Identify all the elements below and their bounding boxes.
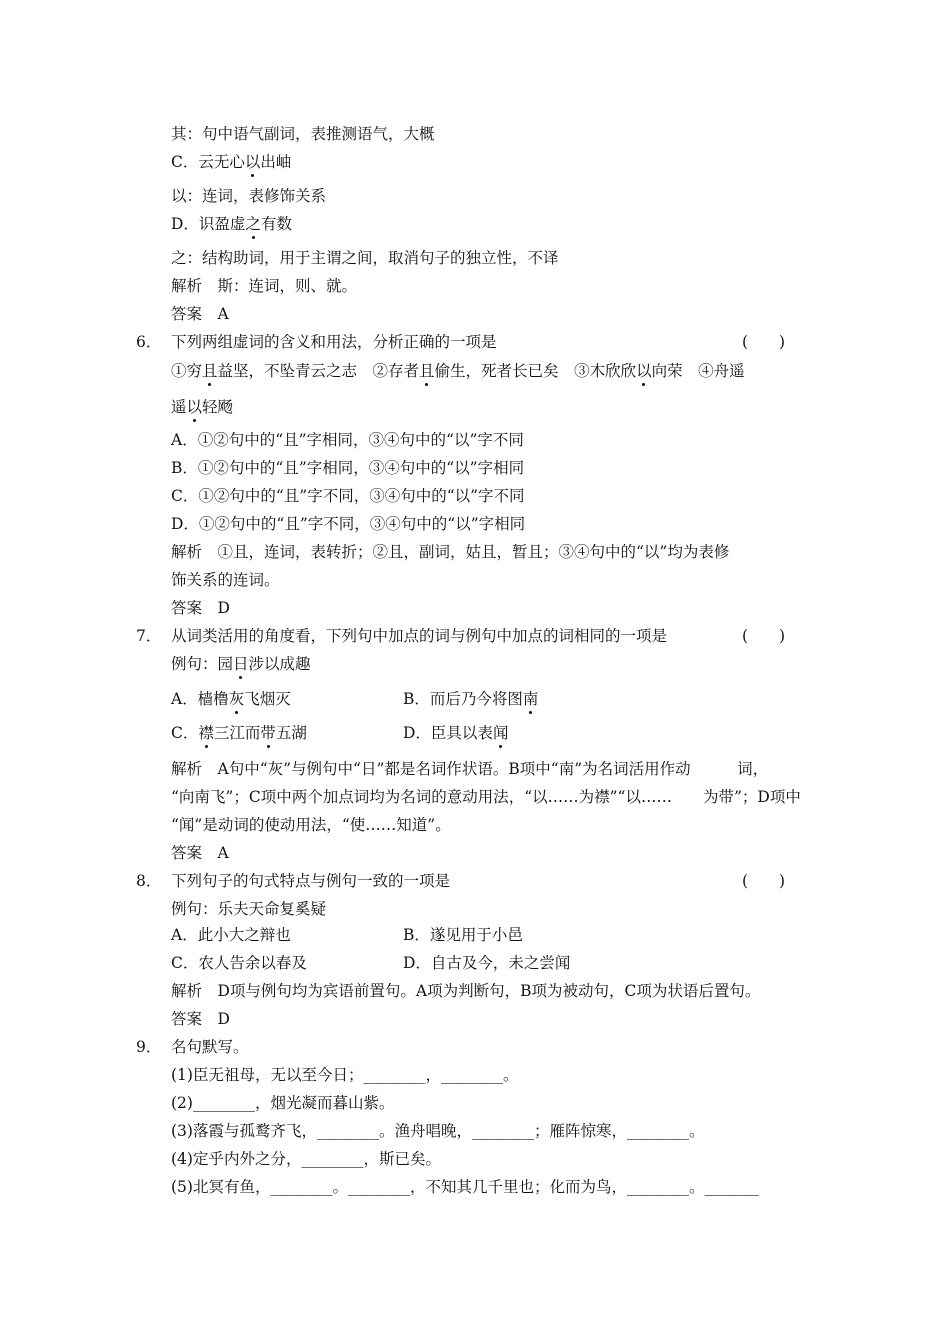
answer: 答案 A xyxy=(171,305,229,323)
option-a: A．此小大之辩也 xyxy=(171,926,291,944)
example-sentence: 例句：乐夫天命复奚疑 xyxy=(171,900,327,918)
example-sentence: 例句：园日涉以成趣 xyxy=(171,655,311,673)
fill-blank-item: (5)北冥有鱼，________。________，不知其几千里也；化而为鸟，________。_______ xyxy=(171,1178,759,1196)
option-b: B．而后乃今将图南 xyxy=(403,690,539,708)
option-d: D．自古及今，未之尝闻 xyxy=(403,954,571,972)
option-d: D．识盈虚之有数 xyxy=(171,215,292,233)
answer: 答案 A xyxy=(171,844,229,862)
option-c: C．农人告余以春及 xyxy=(171,954,307,972)
answer: 答案 D xyxy=(171,599,230,617)
question-number: 8． xyxy=(136,872,162,890)
question-text: ①穷且益坚，不坠青云之志 ②存者且偷生，死者长已矣 ③木欣欣以向荣 ④舟遥 xyxy=(171,362,745,380)
fill-blank-item: (1)臣无祖母，无以至今日；________，________。 xyxy=(171,1066,519,1084)
option-a: A．①②句中的“且”字相同，③④句中的“以”字不同 xyxy=(171,431,524,449)
option-c: C．①②句中的“且”字不同，③④句中的“以”字不同 xyxy=(171,487,525,505)
analysis: “向南飞”；C项中两个加点词均为名词的意动用法，“以……为襟”“以…… 为带”；D项中 xyxy=(171,788,801,806)
question-number: 6． xyxy=(136,333,162,351)
question-number: 9． xyxy=(136,1038,162,1056)
text-line: 其：句中语气副词，表推测语气，大概 xyxy=(171,125,435,143)
question-stem: 名句默写。 xyxy=(171,1038,249,1056)
question-stem: 下列句子的句式特点与例句一致的一项是 xyxy=(171,872,451,890)
answer: 答案 D xyxy=(171,1010,230,1028)
option-d: D．臣具以表闻 xyxy=(403,724,509,742)
analysis: “闻”是动词的使动用法，“使……知道”。 xyxy=(171,816,451,834)
answer-blank: ( ) xyxy=(742,333,786,351)
question-stem: 从词类活用的角度看，下列句中加点的词与例句中加点的词相同的一项是 xyxy=(171,627,668,645)
fill-blank-item: (3)落霞与孤鹜齐飞，________。渔舟唱晚，________；雁阵惊寒，________。 xyxy=(171,1122,705,1140)
text-line: 以：连词，表修饰关系 xyxy=(171,187,327,205)
option-c: C．云无心以出岫 xyxy=(171,153,292,171)
answer-blank: ( ) xyxy=(742,627,786,645)
analysis: 解析 斯：连词，则、就。 xyxy=(171,277,358,295)
option-b: B．遂见用于小邑 xyxy=(403,926,523,944)
option-c: C．襟三江而带五湖 xyxy=(171,724,307,742)
question-text: 遥以轻飏 xyxy=(171,398,234,416)
option-d: D．①②句中的“且”字不同，③④句中的“以”字相同 xyxy=(171,515,526,533)
answer-blank: ( ) xyxy=(742,872,786,890)
text-line: 之：结构助词，用于主谓之间，取消句子的独立性，不译 xyxy=(171,249,559,267)
analysis: 饰关系的连词。 xyxy=(171,571,280,589)
option-a: A．樯橹灰飞烟灭 xyxy=(171,690,291,708)
analysis: 解析 ①且，连词，表转折；②且，副词，姑且，暂且；③④句中的“以”均为表修 xyxy=(171,543,730,561)
analysis: 解析 D项与例句均为宾语前置句。A项为判断句，B项为被动句，C项为状语后置句。 xyxy=(171,982,761,1000)
fill-blank-item: (2)________，烟光凝而暮山紫。 xyxy=(171,1094,395,1112)
question-number: 7． xyxy=(136,627,162,645)
question-stem: 下列两组虚词的含义和用法，分析正确的一项是 xyxy=(171,333,497,351)
analysis: 解析 A句中“灰”与例句中“日”都是名词作状语。B项中“南”为名词活用作动 词， xyxy=(171,760,769,778)
fill-blank-item: (4)定乎内外之分，________，斯已矣。 xyxy=(171,1150,441,1168)
option-b: B．①②句中的“且”字相同，③④句中的“以”字相同 xyxy=(171,459,525,477)
